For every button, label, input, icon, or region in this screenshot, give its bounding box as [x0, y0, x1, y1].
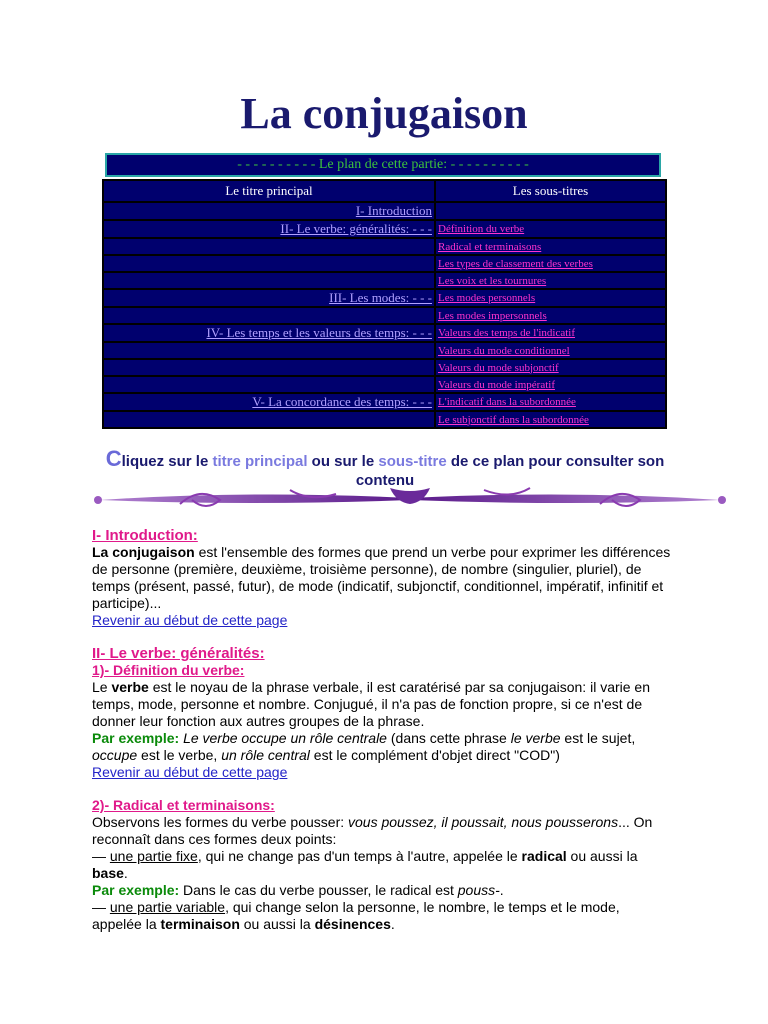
plan-row [104, 394, 665, 410]
plan-subtitle-link[interactable]: Valeurs du mode impératif [436, 377, 665, 392]
col-header-sub: Les sous-titres [436, 181, 665, 201]
plan-row [104, 239, 665, 254]
subheading-definition[interactable]: 1)- Définition du verbe: [92, 662, 245, 678]
plan-main-title-link[interactable]: V- La concordance des temps: - - - [252, 394, 432, 409]
plan-main-title-link[interactable]: I- Introduction [355, 203, 432, 218]
plan-row [104, 308, 665, 323]
plan-main-title-cell [104, 256, 434, 271]
plan-subtitle-link[interactable]: Définition du verbe [436, 221, 665, 237]
plan-main-title-link[interactable]: III- Les modes: - - - [329, 290, 432, 305]
subheading-radical[interactable]: 2)- Radical et terminaisons: [92, 797, 275, 813]
plan-main-title-cell [104, 273, 434, 288]
plan-subtitle-link[interactable]: Valeurs du mode conditionnel [436, 343, 665, 358]
back-to-top-link[interactable]: Revenir au début de cette page [92, 764, 288, 780]
plan-header: - - - - - - - - - - Le plan de cette partie: - - - - - - - - - - [105, 153, 661, 177]
plan-main-title-cell [104, 412, 434, 427]
plan-main-title-cell [104, 308, 434, 323]
plan-main-title-cell[interactable] [104, 290, 434, 306]
plan-main-title-cell [104, 239, 434, 254]
plan-subtitle-link[interactable]: Valeurs du mode subjonctif [436, 360, 665, 375]
radical-paragraph: Observons les formes du verbe pousser: vous poussez, il poussait, nous pousserons... On reconnaît dans ces formes deux points: [92, 814, 653, 847]
intro-paragraph: La conjugaison est l'ensemble des formes que prend un verbe pour exprimer les différences de personne (première, deuxième, troisième personne), de nombre (singulier, pluriel), de temps (présent, passé, futur), de mode (indicatif, subjonctif, conditionnel, impératif, infinitif et participe)... [92, 544, 671, 611]
plan-main-title-link[interactable]: IV- Les temps et les valeurs des temps: - - - [206, 325, 432, 340]
plan-table [102, 179, 667, 429]
plan-main-title-cell[interactable] [104, 394, 434, 410]
plan-main-title-cell[interactable] [104, 203, 434, 219]
plan-subtitle-link[interactable]: Les modes impersonnels [436, 308, 665, 323]
plan-row [104, 203, 665, 219]
example-paragraph: Par exemple: Le verbe occupe un rôle centrale (dans cette phrase le verbe est le sujet, occupe est le verbe, un rôle central est le complément d'objet direct "COD") [92, 730, 636, 763]
plan-row [104, 273, 665, 288]
plan-row [104, 343, 665, 358]
plan-main-title-cell[interactable] [104, 325, 434, 341]
ornamental-divider [90, 484, 730, 512]
variable-part-paragraph: — une partie variable, qui change selon la personne, le nombre, le temps et le mode, appelée la terminaison ou aussi la désinences. [92, 899, 620, 932]
section-heading-introduction[interactable]: I- Introduction: [92, 527, 198, 544]
plan-row [104, 377, 665, 392]
plan-subtitle-link[interactable]: L'indicatif dans la subordonnée [436, 394, 665, 410]
plan-row [104, 256, 665, 271]
back-to-top-link[interactable]: Revenir au début de cette page [92, 612, 288, 628]
instruction-text: Cliquez sur le titre principal ou sur le sous-titre de ce plan pour consulter son contenu [105, 446, 665, 489]
plan-subtitle-link[interactable]: Valeurs des temps de l'indicatif [436, 325, 665, 341]
plan-row [104, 221, 665, 237]
plan-row [104, 412, 665, 427]
plan-main-title-cell [104, 360, 434, 375]
plan-row [104, 325, 665, 341]
plan-main-title-cell [104, 377, 434, 392]
article-content [92, 527, 672, 933]
plan-main-title-link[interactable]: II- Le verbe: généralités: - - - [280, 221, 432, 236]
section-heading-verbe[interactable]: II- Le verbe: généralités: [92, 645, 265, 662]
col-header-main: Le titre principal [104, 181, 434, 201]
plan-main-title-cell[interactable] [104, 221, 434, 237]
plan-subtitle-link[interactable]: Le subjonctif dans la subordonnée [436, 412, 665, 427]
plan-row [104, 360, 665, 375]
plan-subtitle-link[interactable]: Radical et terminaisons [436, 239, 665, 254]
example-paragraph: Par exemple: Dans le cas du verbe pousser, le radical est pouss-. [92, 882, 504, 898]
plan-subtitle-link[interactable]: Les types de classement des verbes [436, 256, 665, 271]
plan-row [104, 290, 665, 306]
plan-subtitle-link[interactable]: Les voix et les tournures [436, 273, 665, 288]
plan-subtitle-link[interactable]: Les modes personnels [436, 290, 665, 306]
definition-paragraph: Le verbe est le noyau de la phrase verbale, il est caratérisé par sa conjugaison: il varie en temps, mode, personne et nombre. Conjugué, il n'a pas de fonction propre, si ce n'est de donner leur fonction aux autres groupes de la phrase. [92, 679, 650, 729]
plan-subtitle-link [436, 203, 665, 219]
fixed-part-paragraph: — une partie fixe, qui ne change pas d'un temps à l'autre, appelée le radical ou aussi la base. [92, 848, 638, 881]
plan-main-title-cell [104, 343, 434, 358]
page-title: La conjugaison [240, 89, 528, 138]
